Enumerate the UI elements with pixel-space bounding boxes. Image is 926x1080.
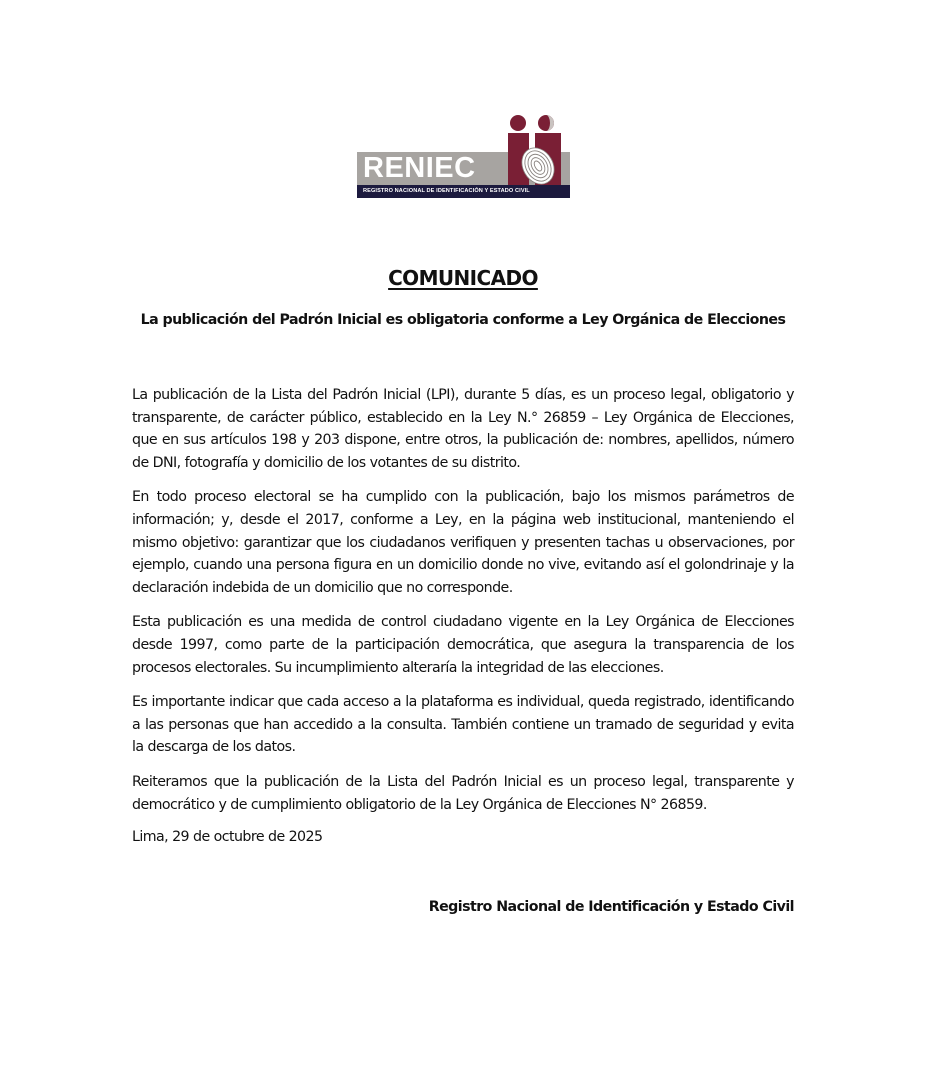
logo-tagline: REGISTRO NACIONAL DE IDENTIFICACIÓN Y ESTADO CIVIL — [363, 188, 530, 194]
document-title-text: COMUNICADO — [388, 266, 538, 290]
document-body — [132, 384, 794, 828]
logo-wordmark: RENIEC — [363, 152, 476, 184]
paragraph: La publicación de la Lista del Padrón Inicial (LPI), durante 5 días, es un proceso legal, obligatorio y transparente, de carácter público, establecido en la Ley N.° 26859 – Ley Orgánica de Elecciones, que en sus artículos 198 y 203 dispone, entre otros, la publicación de: nombres, apellidos, número de DNI, fotografía y domicilio de los votantes de su distrito. — [132, 387, 794, 471]
reniec-figures-fingerprint-icon — [505, 114, 567, 185]
paragraph: Es importante indicar que cada acceso a la plataforma es individual, queda registrado, identificando a las personas que han accedido a la consulta. También contiene un tramado de seguridad y evita la descarga de los datos. — [132, 694, 794, 756]
document-date: Lima, 29 de octubre de 2025 — [132, 829, 323, 845]
paragraph: En todo proceso electoral se ha cumplido con la publicación, bajo los mismos parámetros de información; y, desde el 2017, conforme a Ley, en la página web institucional, manteniendo el mismo objetivo: garantizar que los ciudadanos verifiquen y presenten tachas u observaciones, por ejemplo, cuando una persona figura en un domicilio donde no vive, evitando así el golondrinaje y la declaración indebida de un domicilio que no corresponde. — [132, 489, 794, 596]
paragraph: Reiteramos que la publicación de la Lista del Padrón Inicial es un proceso legal, transparente y democrático y de cumplimiento obligatorio de la Ley Orgánica de Elecciones N° 26859. — [132, 773, 794, 813]
document-signature: Registro Nacional de Identificación y Estado Civil — [428, 899, 794, 915]
paragraph: Esta publicación es una medida de control ciudadano vigente en la Ley Orgánica de Elecciones desde 1997, como parte de la participación democrática, que asegura la transparencia de los procesos electorales. Su incumplimiento alteraría la integridad de las elecciones. — [132, 614, 794, 676]
document-title — [0, 266, 926, 290]
reniec-logo — [357, 114, 570, 198]
document-subtitle: La publicación del Padrón Inicial es obligatoria conforme a Ley Orgánica de Elecciones — [140, 312, 786, 328]
